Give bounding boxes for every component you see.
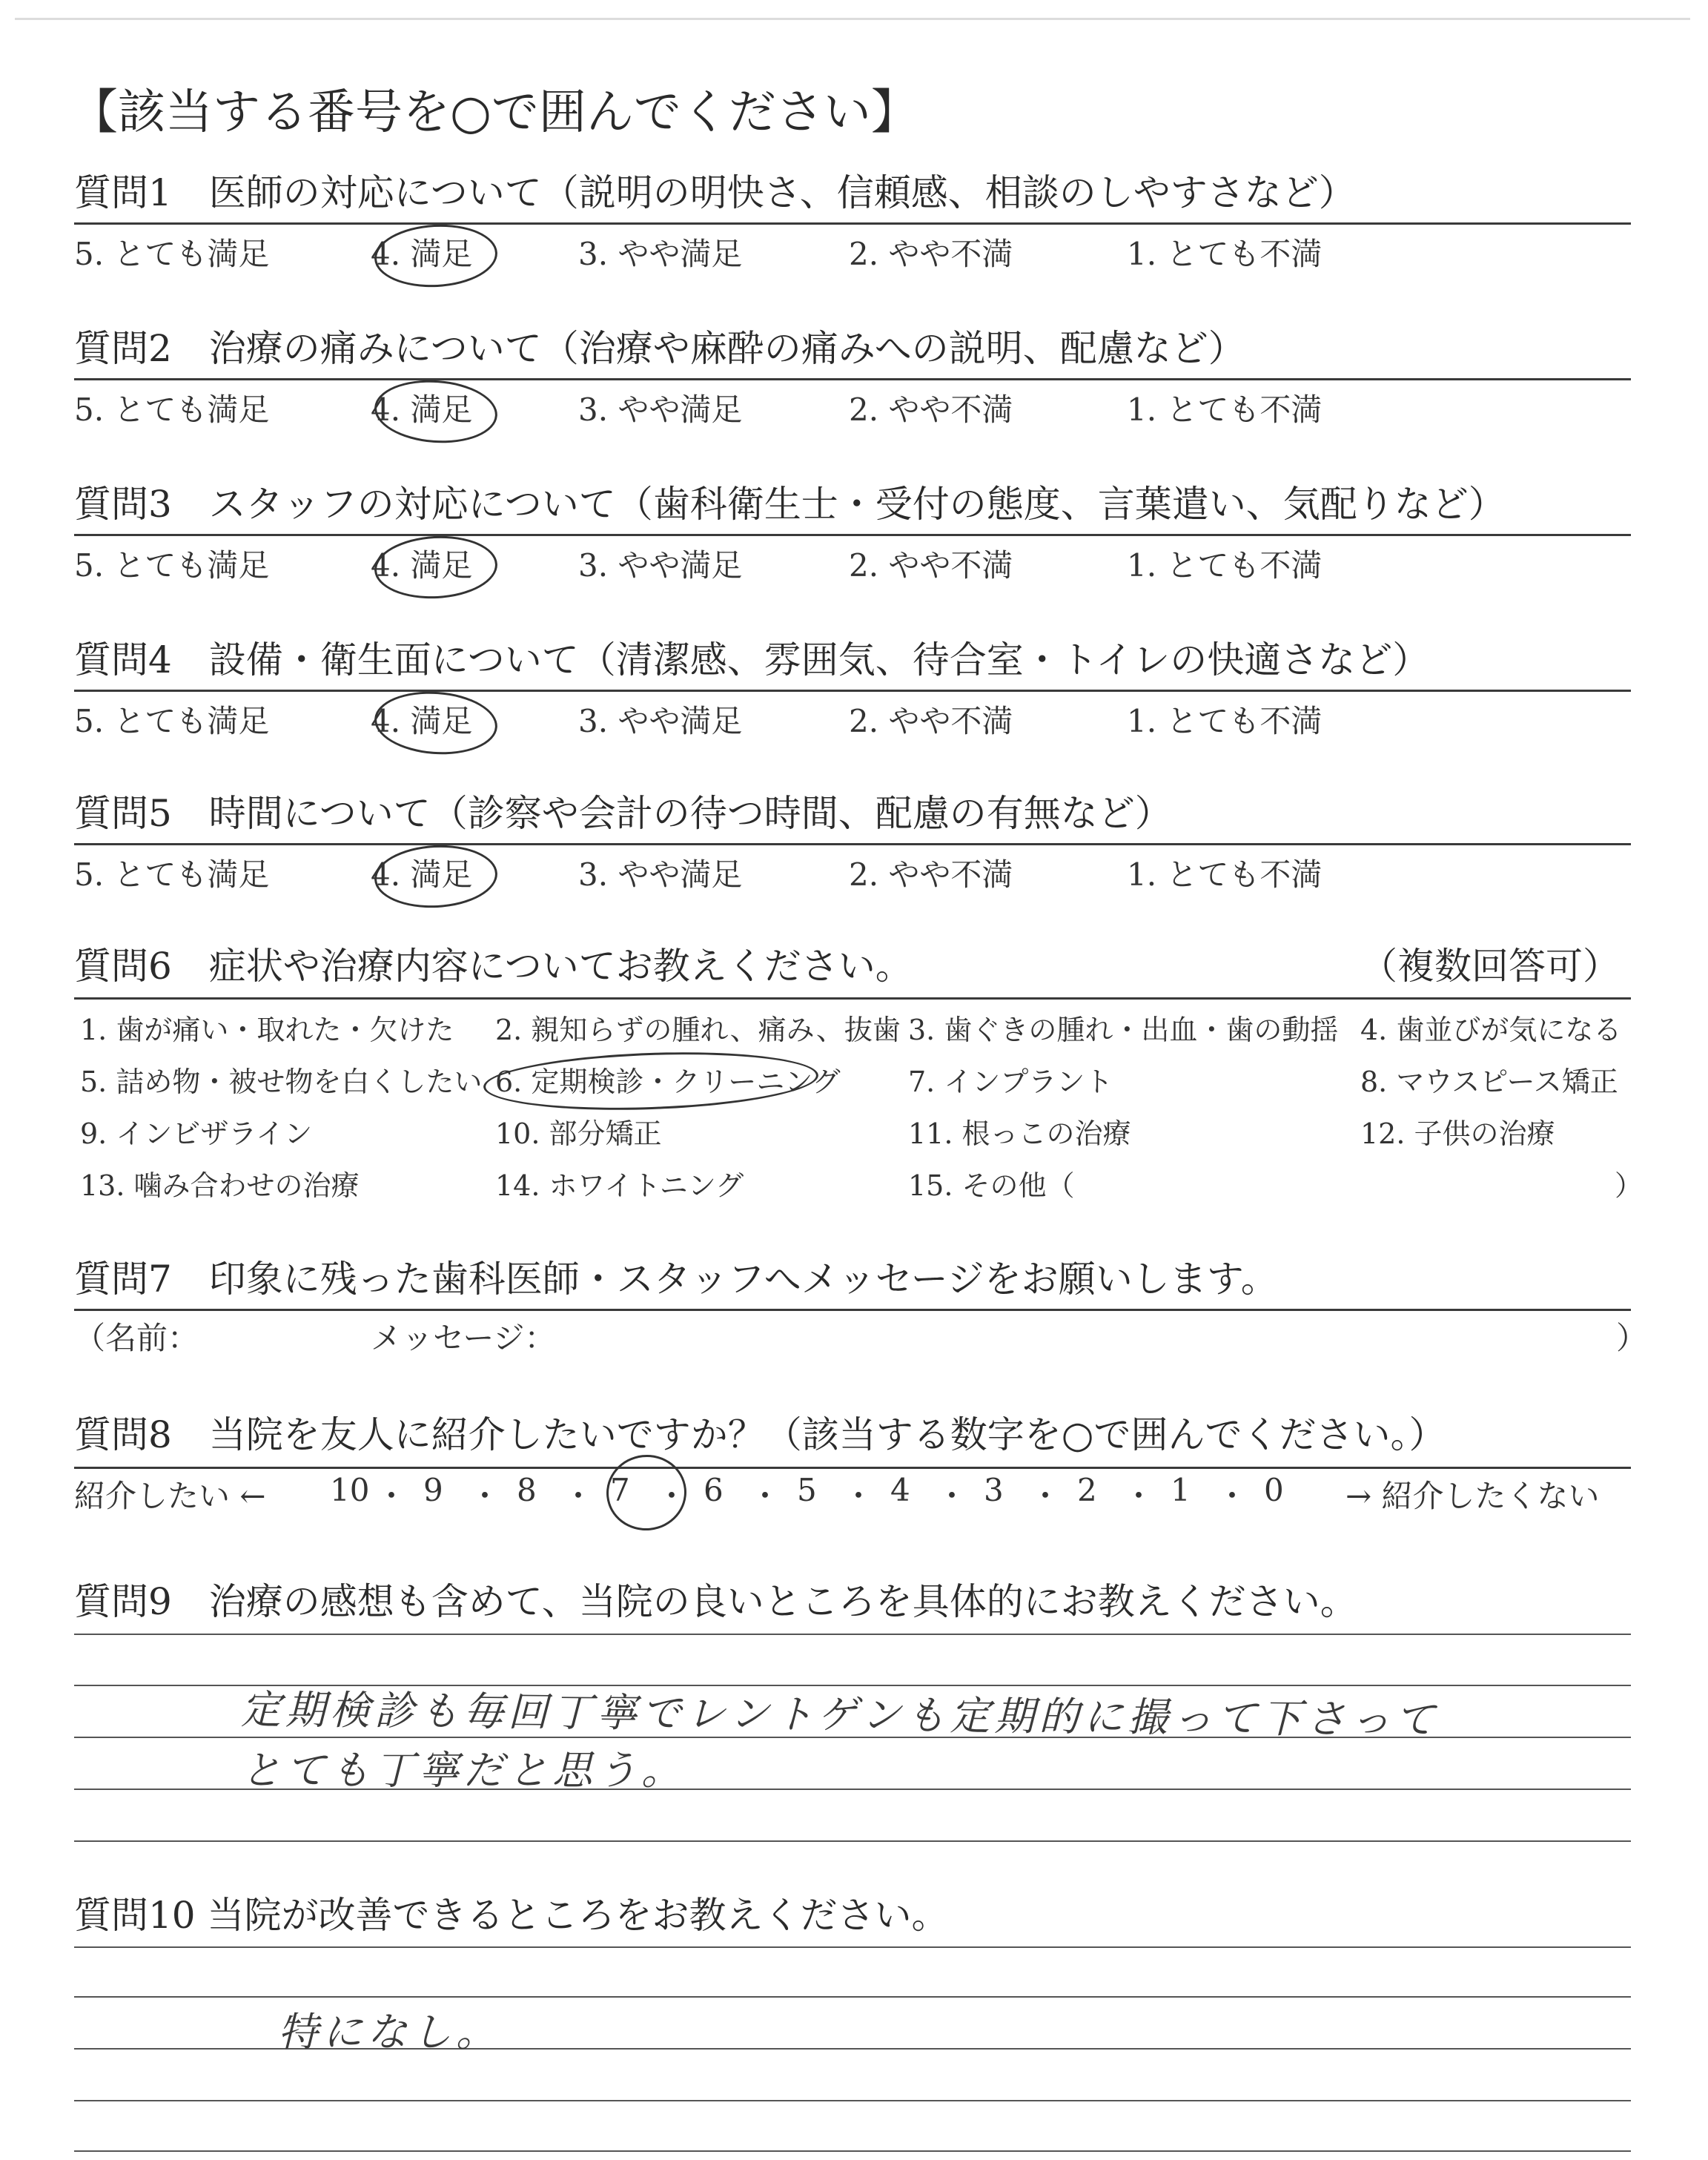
q6-option[interactable]: 15. その他（ bbox=[908, 1169, 1075, 1202]
q10-answer: 特になし。 bbox=[278, 2009, 500, 2055]
q4-option[interactable]: 5. とても満足 bbox=[74, 703, 270, 739]
q10-line bbox=[74, 2150, 1631, 2152]
q8-scale-separator: ・ bbox=[656, 1478, 688, 1514]
q8-scale-value[interactable]: 4 bbox=[890, 1472, 910, 1508]
q2-rule bbox=[74, 378, 1631, 380]
q7-rule bbox=[74, 1309, 1631, 1311]
q8-scale-separator: ・ bbox=[469, 1478, 501, 1514]
q6-option[interactable]: 5. 詰め物・被せ物を白くしたい bbox=[80, 1066, 483, 1098]
q10-line bbox=[74, 1996, 1631, 1998]
q10-line bbox=[74, 2100, 1631, 2101]
q9-answer-line2: とても丁寧だと思う。 bbox=[241, 1747, 686, 1794]
q4-option[interactable]: 1. とても不満 bbox=[1127, 703, 1323, 739]
q6-option[interactable]: 2. 親知らずの腫れ、痛み、抜歯 bbox=[495, 1014, 901, 1046]
q6-option[interactable]: 1. 歯が痛い・取れた・欠けた bbox=[80, 1014, 454, 1046]
q8-scale-separator: ・ bbox=[1123, 1478, 1155, 1514]
q1-option[interactable]: 4. 満足 bbox=[371, 236, 473, 272]
q3-title: 質問3 スタッフの対応について（歯科衛生士・受付の態度、言葉遣い、気配りなど） bbox=[74, 483, 1506, 526]
q2-title: 質問2 治療の痛みについて（治療や麻酔の痛みへの説明、配慮など） bbox=[74, 327, 1245, 370]
q6-option[interactable]: ） bbox=[1615, 1169, 1644, 1202]
q5-option[interactable]: 3. やや満足 bbox=[578, 856, 743, 893]
q2-option[interactable]: 3. やや満足 bbox=[578, 392, 743, 428]
q2-option[interactable]: 4. 満足 bbox=[371, 392, 473, 428]
q4-option[interactable]: 3. やや満足 bbox=[578, 703, 743, 739]
q3-option[interactable]: 2. やや不満 bbox=[849, 547, 1013, 584]
q6-option[interactable]: 9. インビザライン bbox=[80, 1117, 313, 1150]
q1-option[interactable]: 5. とても満足 bbox=[74, 236, 270, 272]
q1-rule bbox=[74, 222, 1631, 225]
scan-top-edge bbox=[15, 18, 1690, 20]
q6-note: （複数回答可） bbox=[1360, 945, 1620, 988]
q8-scale-separator: ・ bbox=[749, 1478, 781, 1514]
q8-scale-value[interactable]: 5 bbox=[797, 1472, 817, 1508]
q1-title: 質問1 医師の対応について（説明の明快さ、信頼感、相談のしやすさなど） bbox=[74, 171, 1356, 214]
q6-option[interactable]: 7. インプラント bbox=[908, 1066, 1113, 1098]
q7-name-label: （名前： bbox=[74, 1320, 199, 1356]
q2-option[interactable]: 1. とても不満 bbox=[1127, 392, 1323, 428]
q8-scale-value[interactable]: 1 bbox=[1171, 1472, 1191, 1508]
q2-option[interactable]: 2. やや不満 bbox=[849, 392, 1013, 428]
q6-rule bbox=[74, 997, 1631, 1000]
q8-scale-value[interactable]: 2 bbox=[1077, 1472, 1097, 1508]
q6-title: 質問6 症状や治療内容についてお教えください。 bbox=[74, 945, 913, 988]
q8-scale-value[interactable]: 8 bbox=[517, 1472, 537, 1508]
q8-scale-separator: ・ bbox=[1030, 1478, 1062, 1514]
q9-line bbox=[74, 1634, 1631, 1635]
q7-message-label: メッセージ： bbox=[371, 1320, 556, 1356]
q4-title: 質問4 設備・衛生面について（清潔感、雰囲気、待合室・トイレの快適さなど） bbox=[74, 638, 1430, 681]
q8-scale-value[interactable]: 9 bbox=[423, 1472, 443, 1508]
q6-option[interactable]: 14. ホワイトニング bbox=[495, 1169, 744, 1202]
q3-rule bbox=[74, 534, 1631, 536]
q3-option[interactable]: 3. やや満足 bbox=[578, 547, 743, 584]
instruction-heading: 【該当する番号を○で囲んでください】 bbox=[70, 85, 918, 140]
q6-option[interactable]: 13. 噛み合わせの治療 bbox=[80, 1169, 360, 1202]
q5-title: 質問5 時間について（診察や会計の待つ時間、配慮の有無など） bbox=[74, 792, 1172, 835]
q6-option[interactable]: 12. 子供の治療 bbox=[1360, 1117, 1555, 1150]
q5-option[interactable]: 4. 満足 bbox=[371, 856, 473, 893]
q8-scale-value[interactable]: 6 bbox=[704, 1472, 724, 1508]
q8-scale-value[interactable]: 7 bbox=[610, 1472, 630, 1508]
q4-option[interactable]: 4. 満足 bbox=[371, 703, 473, 739]
q1-option[interactable]: 3. やや満足 bbox=[578, 236, 743, 272]
q5-option[interactable]: 2. やや不満 bbox=[849, 856, 1013, 893]
q9-title: 質問9 治療の感想も含めて、当院の良いところを具体的にお教えください。 bbox=[74, 1580, 1357, 1623]
q6-option[interactable]: 3. 歯ぐきの腫れ・出血・歯の動揺 bbox=[908, 1014, 1339, 1046]
q8-scale-value[interactable]: 0 bbox=[1264, 1472, 1284, 1508]
q6-option[interactable]: 8. マウスピース矯正 bbox=[1360, 1066, 1618, 1098]
q8-right-label: → 紹介したくない bbox=[1345, 1478, 1600, 1514]
q1-option[interactable]: 2. やや不満 bbox=[849, 236, 1013, 272]
q8-scale-separator: ・ bbox=[376, 1478, 408, 1514]
q5-option[interactable]: 1. とても不満 bbox=[1127, 856, 1323, 893]
q1-option[interactable]: 1. とても不満 bbox=[1127, 236, 1323, 272]
q8-scale-value[interactable]: 3 bbox=[984, 1472, 1004, 1508]
q2-option[interactable]: 5. とても満足 bbox=[74, 392, 270, 428]
q3-option[interactable]: 5. とても満足 bbox=[74, 547, 270, 584]
q8-scale-value[interactable]: 10 bbox=[330, 1472, 370, 1508]
q7-close-paren: ） bbox=[1616, 1320, 1648, 1356]
q9-line bbox=[74, 1840, 1631, 1842]
q8-scale-separator: ・ bbox=[563, 1478, 595, 1514]
q10-title: 質問10 当院が改善できるところをお教えください。 bbox=[74, 1894, 949, 1937]
q10-line bbox=[74, 1946, 1631, 1948]
q8-title: 質問8 当院を友人に紹介したいですか？（該当する数字を○で囲んでください。） bbox=[74, 1413, 1446, 1456]
q8-scale-separator: ・ bbox=[936, 1478, 968, 1514]
q7-title: 質問7 印象に残った歯科医師・スタッフへメッセージをお願いします。 bbox=[74, 1258, 1278, 1301]
q4-rule bbox=[74, 690, 1631, 692]
q8-rule bbox=[74, 1467, 1631, 1469]
q9-answer-line1: 定期検診も毎回丁寧でレントゲンも定期的に撮って下さって bbox=[240, 1685, 1440, 1744]
q4-option[interactable]: 2. やや不満 bbox=[849, 703, 1013, 739]
q5-option[interactable]: 5. とても満足 bbox=[74, 856, 270, 893]
q5-rule bbox=[74, 843, 1631, 845]
q6-option[interactable]: 11. 根っこの治療 bbox=[908, 1117, 1131, 1150]
q8-scale-separator: ・ bbox=[843, 1478, 875, 1514]
q6-option[interactable]: 4. 歯並びが気になる bbox=[1360, 1014, 1622, 1046]
q3-option[interactable]: 1. とても不満 bbox=[1127, 547, 1323, 584]
q6-option[interactable]: 6. 定期検診・クリーニング bbox=[495, 1066, 841, 1098]
q8-left-label: 紹介したい ← bbox=[74, 1478, 266, 1514]
q6-option[interactable]: 10. 部分矯正 bbox=[495, 1117, 662, 1150]
q3-option[interactable]: 4. 満足 bbox=[371, 547, 473, 584]
q8-scale-separator: ・ bbox=[1217, 1478, 1248, 1514]
